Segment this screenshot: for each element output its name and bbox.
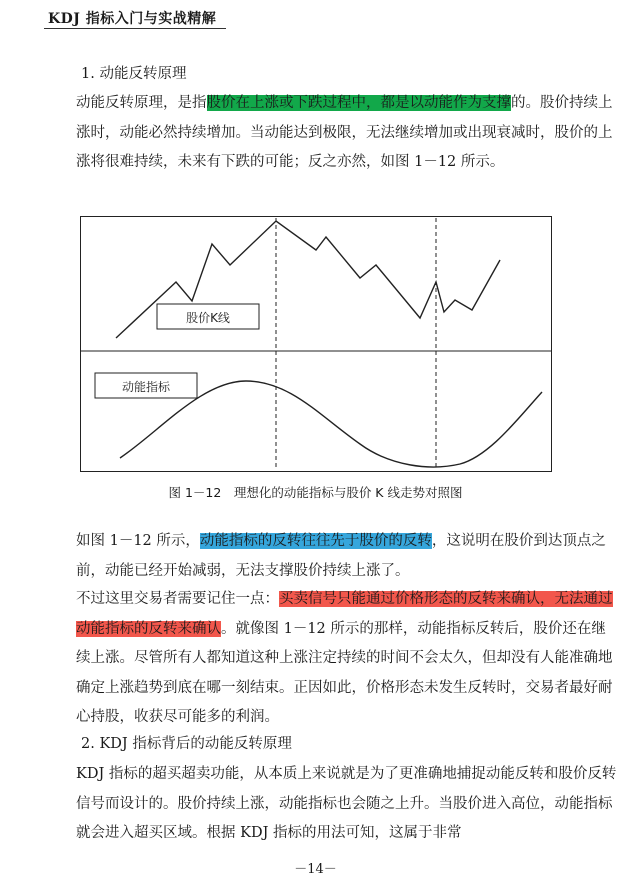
para3-text-after: 。就像图 1－12 所示的那样，动能指标反转后，股价还在继续上涨。尽管所有人都知道这种上涨注定持续的时间不会太久，但却没有人能准确地确定上涨趋势到底在哪一刻结束。正因如此，价格形态未发生反转时，交易者最好耐心持股，收获尽可能多的利润。 bbox=[76, 620, 613, 725]
figure-caption: 图 1－12 理想化的动能指标与股价 K 线走势对照图 bbox=[168, 485, 463, 500]
page-number: －14－ bbox=[294, 862, 337, 877]
paragraph-3 bbox=[47, 585, 619, 733]
figure-chart bbox=[80, 216, 552, 472]
para2-highlight-blue: 动能指标的反转往往先于股价的反转 bbox=[199, 533, 432, 549]
para1-text-before: 动能反转原理，是指 bbox=[76, 95, 207, 111]
para1-highlight-green: 股价在上涨或下跌过程中，都是以动能作为支撑 bbox=[206, 95, 511, 111]
momentum-label: 动能指标 bbox=[121, 380, 171, 394]
section-2-title: 2. KDJ 指标背后的动能反转原理 bbox=[81, 736, 292, 752]
section-1-title: 1. 动能反转原理 bbox=[81, 66, 187, 82]
para3-text-before: 不过这里交易者需要记住一点： bbox=[76, 591, 279, 607]
para3-highlight-red: 买卖信号只能通过价格形态的反转来确认，无法通过动能指标的反转来确认 bbox=[76, 591, 613, 637]
running-header: KDJ 指标入门与实战精解 bbox=[48, 11, 217, 27]
section-1-paragraph bbox=[47, 89, 619, 178]
price-label: 股价K线 bbox=[186, 311, 230, 325]
para1-text-after: 的。股价持续上涨时，动能必然持续增加。当动能达到极限，无法继续增加或出现衰减时，股价的上涨将很难持续，未来有下跌的可能；反之亦然，如图 1－12 所示。 bbox=[76, 95, 613, 170]
header-rule bbox=[44, 28, 226, 29]
para2-text-before: 如图 1－12 所示， bbox=[76, 533, 200, 549]
paragraph-2 bbox=[47, 527, 619, 586]
section-2-paragraph: KDJ 指标的超买超卖功能，从本质上来说就是为了更准确地捕捉动能反转和股价反转信号而设计的。股价持续上涨，动能指标也会随之上升。当股价进入高位，动能指标就会进入超买区域。根据 KDJ 指标的用法可知，这属于非常 bbox=[76, 766, 617, 841]
para2-text-after: ，这说明在股价到达顶点之前，动能已经开始减弱，无法支撑股价持续上涨了。 bbox=[76, 533, 606, 579]
